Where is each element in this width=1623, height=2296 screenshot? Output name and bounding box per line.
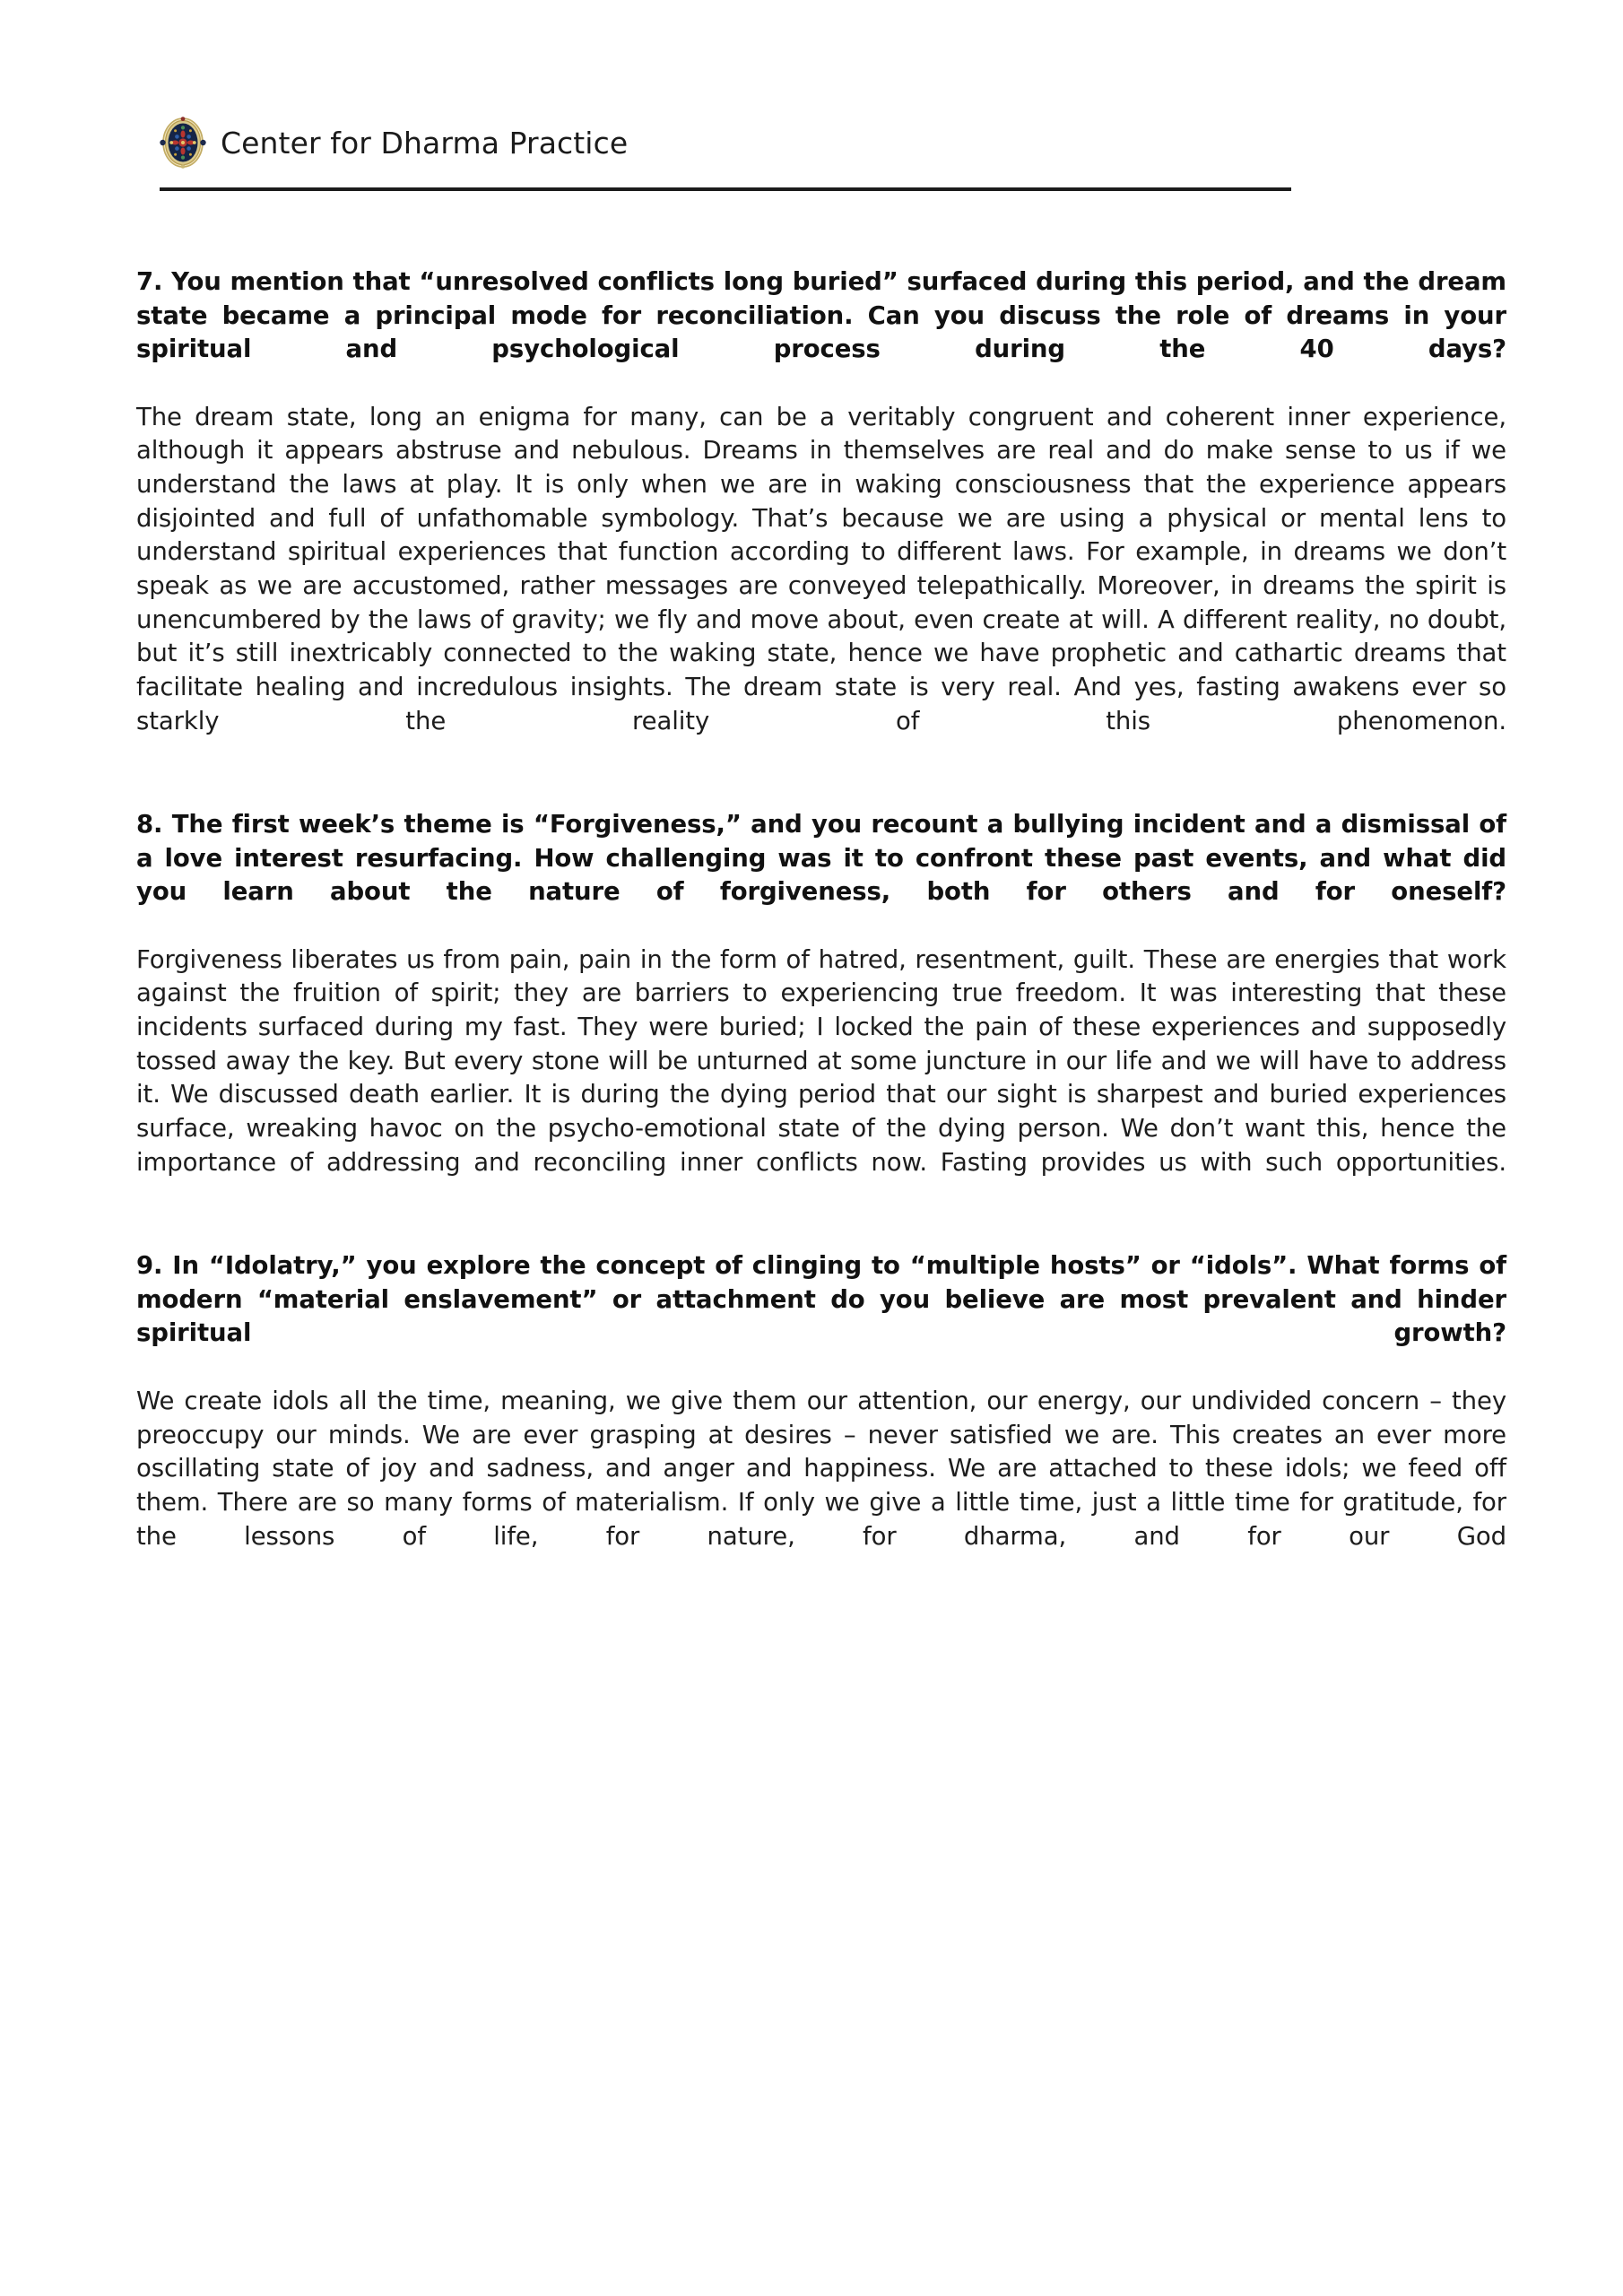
- document-body: [136, 265, 1506, 1587]
- answer-paragraph-9: We create idols all the time, meaning, we give them our attention, our energy, our undivided concern – they preoccupy our minds. We are ever grasping at desires – never satisfied we are. This creates an ever more oscillating state of joy and sadness, and anger and happiness. We are attached to these idols; we feed off them. There are so many forms of materialism. If only we give a little time, just a little time for gratitude, for the lessons of life, for nature, for dharma, and for our God: [136, 1386, 1506, 1551]
- qa-block-7: [136, 265, 1506, 772]
- document-header: [160, 115, 1291, 191]
- question-heading-9: 9. In “Idolatry,” you explore the concept of clinging to “multiple hosts” or “idols”. What forms of modern “material enslavement” or attachment do you believe are most prevalent and hinder spiritual growth?: [136, 1251, 1506, 1348]
- question-heading-7: 7. You mention that “unresolved conflicts long buried” surfaced during this period, and the dream state became a principal mode for reconciliation. Can you discuss the role of dreams in your spiritual and psychological process during the 40 days?: [136, 267, 1506, 364]
- organization-title: Center for Dharma Practice: [221, 125, 629, 161]
- question-heading-8: 8. The first week’s theme is “Forgiveness,” and you recount a bullying incident and a dismissal of a love interest resurfacing. How challenging was it to confront these past events, and what did you learn about the nature of forgiveness, both for others and for oneself?: [136, 810, 1506, 907]
- qa-block-8: [136, 808, 1506, 1213]
- answer-paragraph-7: The dream state, long an enigma for many, can be a veritably congruent and coherent inner experience, although it appears abstruse and nebulous. Dreams in themselves are real and do make sense to us if we understand the laws at play. It is only when we are in waking consciousness that the experience appears disjointed and full of unfathomable symbology. That’s because we are using a physical or mental lens to understand spiritual experiences that function according to different laws. For example, in dreams we don’t speak as we are accustomed, rather messages are conveyed telepathically. Moreover, in dreams the spirit is unencumbered by the laws of gravity; we fly and move about, even create at will. A different reality, no doubt, but it’s still inextricably connected to the waking state, hence we have prophetic and cathartic dreams that facilitate healing and incredulous insights. The dream state is very real. And yes, fasting awakens ever so starkly the reality of this phenomenon.: [136, 402, 1506, 735]
- dharma-medallion-icon: [160, 117, 206, 169]
- header-row: [160, 115, 1291, 170]
- qa-block-9: [136, 1249, 1506, 1587]
- header-divider: [160, 187, 1291, 191]
- answer-paragraph-8: Forgiveness liberates us from pain, pain in the form of hatred, resentment, guilt. These are energies that work against the fruition of spirit; they are barriers to experiencing true freedom. It was interesting that these incidents surfaced during my fast. They were buried; I locked the pain of these experiences and supposedly tossed away the key. But every stone will be unturned at some juncture in our life and we will have to address it. We discussed death earlier. It is during the dying period that our sight is sharpest and buried experiences surface, wreaking havoc on the psycho-emotional state of the dying person. We don’t want this, hence the importance of addressing and reconciling inner conflicts now. Fasting provides us with such opportunities.: [136, 944, 1506, 1177]
